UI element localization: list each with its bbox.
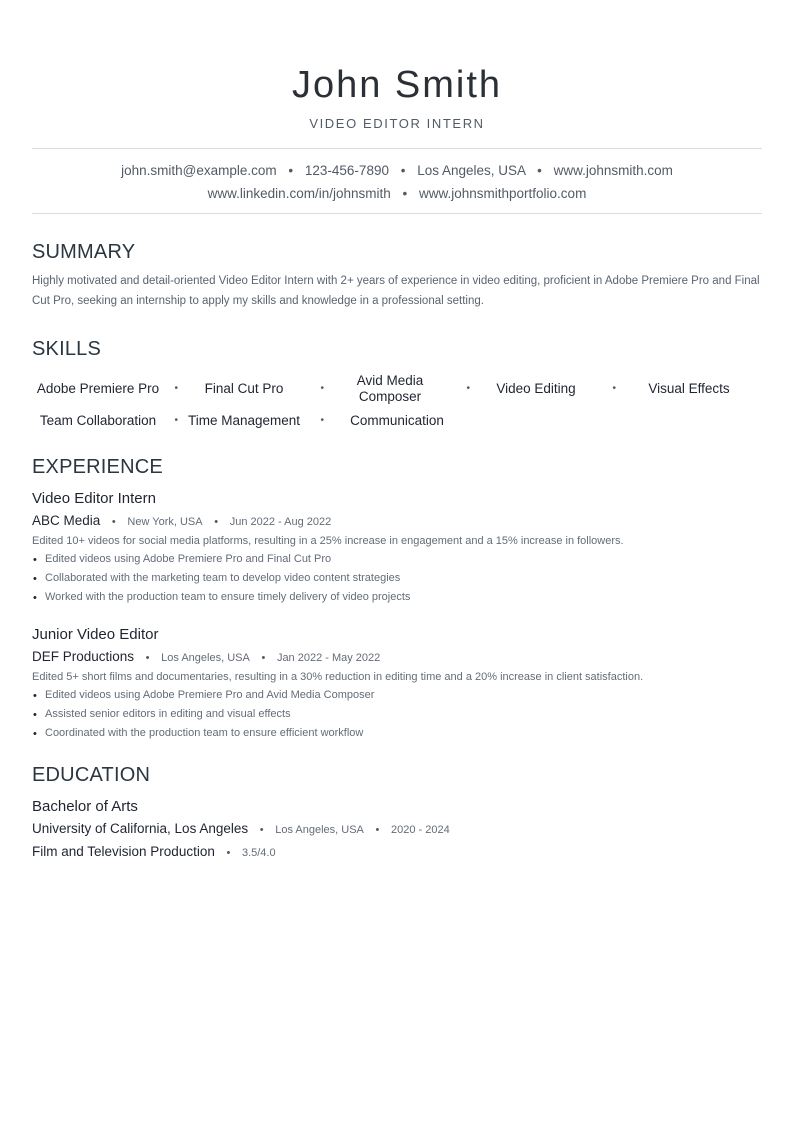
- candidate-name: John Smith: [291, 64, 503, 106]
- job-company: ABC Media: [32, 513, 101, 528]
- list-item: • Collaborated with the marketing team to develop video content strategies: [32, 569, 762, 588]
- list-item: • Coordinated with the production team to ensure efficient workflow: [32, 724, 762, 743]
- bullet-separator: •: [174, 415, 178, 426]
- job-entry: [32, 489, 762, 607]
- field-of-study: Film and Television Production: [32, 844, 215, 859]
- contact-phone[interactable]: 123-456-7890: [304, 163, 389, 178]
- list-item: • Worked with the production team to ensure timely delivery of video projects: [32, 588, 762, 607]
- bullet-separator: •: [226, 847, 231, 859]
- experience-section: [32, 455, 762, 743]
- bullet-separator: •: [111, 516, 116, 528]
- skill-item: Video Editing •: [496, 381, 616, 396]
- education-section: [32, 763, 762, 863]
- list-item: • Assisted senior editors in editing and visual effects: [32, 705, 762, 724]
- skills-section: [32, 337, 762, 433]
- job-dates: Jan 2022 - May 2022: [276, 652, 381, 664]
- skill-item: Avid Media Composer •: [356, 373, 470, 404]
- degree: Bachelor of Arts: [32, 798, 138, 815]
- job-title: Junior Video Editor: [32, 626, 159, 643]
- job-title: Video Editor Intern: [32, 490, 156, 507]
- contact-linkedin[interactable]: www.linkedin.com/in/johnsmith: [207, 186, 391, 201]
- bullet-separator: •: [261, 652, 266, 664]
- school-name: University of California, Los Angeles: [32, 821, 249, 836]
- bullet-separator: •: [320, 383, 324, 394]
- bullet-separator: •: [145, 652, 150, 664]
- bullet-separator: •: [288, 163, 294, 178]
- contact-portfolio[interactable]: www.johnsmithportfolio.com: [419, 186, 587, 201]
- job-summary: Edited 10+ videos for social media platforms, resulting in a 25% increase in engagement and a 15% increase in followers.: [32, 535, 624, 547]
- education-meta: [32, 819, 762, 840]
- resume-header: [32, 0, 762, 132]
- bullet-separator: •: [375, 824, 380, 836]
- contact-email[interactable]: john.smith@example.com: [121, 163, 277, 178]
- gpa: 3.5/4.0: [241, 847, 276, 859]
- school-location: Los Angeles, USA: [275, 824, 364, 836]
- skill-item: Team Collaboration •: [39, 413, 178, 428]
- bullet-separator: •: [466, 383, 470, 394]
- education-heading: EDUCATION: [32, 764, 151, 786]
- bullet-separator: •: [214, 516, 219, 528]
- education-field-meta: [32, 842, 762, 863]
- list-item: • Edited videos using Adobe Premiere Pro and Avid Media Composer: [32, 686, 762, 705]
- bullet-separator: •: [537, 163, 542, 178]
- skill-item: Visual Effects: [648, 381, 730, 396]
- summary-section: [32, 240, 762, 311]
- job-location: Los Angeles, USA: [161, 652, 250, 664]
- bullet-separator: •: [612, 383, 616, 394]
- candidate-role: VIDEO EDITOR INTERN: [309, 116, 485, 131]
- contact-website[interactable]: www.johnsmith.com: [553, 163, 673, 178]
- skill-item: Communication: [350, 413, 444, 428]
- contact-location: Los Angeles, USA: [417, 163, 526, 178]
- education-entry: [32, 797, 762, 863]
- bullet-separator: •: [174, 383, 178, 394]
- job-meta: [32, 647, 762, 668]
- skills-heading: SKILLS: [32, 338, 102, 360]
- job-location: New York, USA: [127, 516, 203, 528]
- job-dates: Jun 2022 - Aug 2022: [229, 516, 332, 528]
- contact-line-2: [32, 182, 762, 205]
- job-bullets: [32, 550, 762, 607]
- skill-item: Final Cut Pro •: [204, 381, 324, 396]
- contact-line-1: [32, 159, 762, 182]
- education-dates: 2020 - 2024: [391, 824, 450, 836]
- job-summary: Edited 5+ short films and documentaries, resulting in a 30% reduction in editing time and a 20% increase in client satisfaction.: [32, 671, 644, 683]
- bullet-separator: •: [320, 415, 324, 426]
- skill-item: Adobe Premiere Pro •: [36, 381, 178, 396]
- job-entry: [32, 625, 762, 743]
- job-company: DEF Productions: [32, 649, 135, 664]
- skill-item: Time Management •: [187, 413, 324, 428]
- skills-grid: [32, 373, 762, 433]
- bullet-separator: •: [400, 163, 406, 178]
- contact-bar: [32, 148, 762, 214]
- job-meta: [32, 511, 762, 532]
- experience-heading: EXPERIENCE: [32, 456, 163, 478]
- summary-text: Highly motivated and detail-oriented Video Editor Intern with 2+ years of experience in video editing, proficient in Adobe Premiere Pro and Final Cut Pro, seeking an internship to apply my skills and knowledge in a professional setting.: [32, 275, 760, 307]
- job-bullets: [32, 686, 762, 743]
- summary-heading: SUMMARY: [32, 241, 136, 263]
- list-item: • Edited videos using Adobe Premiere Pro and Final Cut Pro: [32, 550, 762, 569]
- bullet-separator: •: [259, 824, 264, 836]
- bullet-separator: •: [402, 186, 408, 201]
